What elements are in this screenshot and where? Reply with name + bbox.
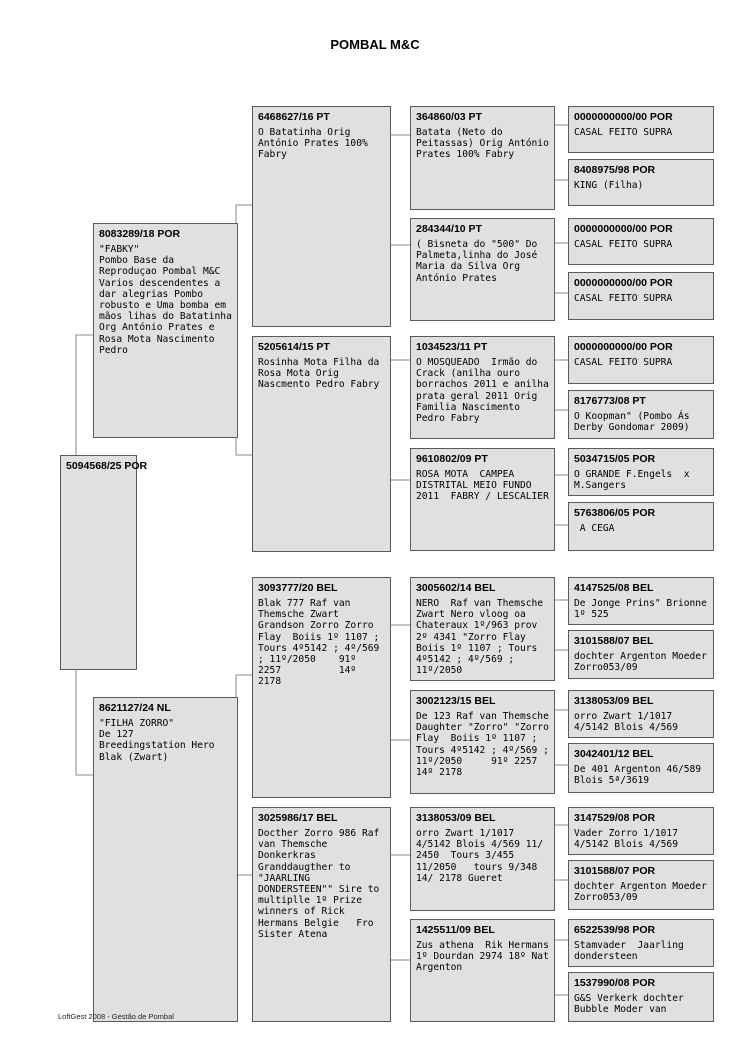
bird-info: O MOSQUEADO Irmão do Crack (anilha ouro borrachos 2011 e anilha prata geral 2011 Orig Familia Nascimento Pedro Fabry xyxy=(416,357,555,425)
ring-number: 1425511/09 BEL xyxy=(416,924,495,936)
gen4-card-dddd[interactable] xyxy=(568,972,714,1022)
bird-info: Vader Zorro 1/1017 4/5142 Blois 4/569 xyxy=(574,828,684,851)
gen4-card-dsds[interactable] xyxy=(568,690,714,738)
ring-number: 3042401/12 BEL xyxy=(574,748,654,760)
ring-number: 5034715/05 POR xyxy=(574,453,656,465)
bird-info: "FABKY" Pombo Base da Reproduçao Pombal M&C Varios descendentes a dar alegrias Pombo robusto e Uma bomba em mãos lihas do Batatinha Org António Prates e Rosa Mota Nascimento Pedro xyxy=(99,244,232,356)
gen4-card-sssd[interactable] xyxy=(568,159,714,206)
gen4-card-ddds[interactable] xyxy=(568,919,714,967)
bird-info: Docther Zorro 986 Raf van Themsche Donkerkras Granddaugther to "JAARLING DONDERSTEEN"" Sire to multiplle 1º Prize winners of Rick Hermans Belgie Fro Sister Atena xyxy=(258,828,386,940)
gen4-card-dsdd[interactable] xyxy=(568,743,714,793)
sire-sire-card[interactable] xyxy=(252,106,391,327)
bird-info: Zus athena Rik Hermans 1º Dourdan 2974 18º Nat Argenton xyxy=(416,940,555,974)
gen3-card-sss[interactable] xyxy=(410,106,555,210)
bird-info: Stamvader Jaarling dondersteen xyxy=(574,940,690,963)
ring-number: 0000000000/00 POR xyxy=(574,223,673,235)
gen4-card-sdsd[interactable] xyxy=(568,390,714,439)
sire-card[interactable] xyxy=(93,223,238,438)
ring-number: 1537990/08 POR xyxy=(574,977,656,989)
dam-dam-card[interactable] xyxy=(252,807,391,1022)
gen4-card-sdds[interactable] xyxy=(568,448,714,496)
ring-number: 5094568/25 POR xyxy=(66,460,148,472)
gen4-card-ddsd[interactable] xyxy=(568,860,714,910)
ring-number: 9610802/09 PT xyxy=(416,453,488,465)
bird-info: O GRANDE F.Engels x M.Sangers xyxy=(574,469,696,492)
bird-info: dochter Argenton Moeder Zorro053/09 xyxy=(574,881,713,904)
ring-number: 3101588/07 BEL xyxy=(574,635,654,647)
bird-info: O Batatinha Orig António Prates 100% Fabry xyxy=(258,127,374,161)
dam-sire-card[interactable] xyxy=(252,577,391,798)
bird-info: De 401 Argenton 46/589 Blois 5ª/3619 xyxy=(574,764,707,787)
gen4-card-ssss[interactable] xyxy=(568,106,714,153)
bird-info: "FILHA ZORRO" De 127 Breedingstation Hero Blak (Zwart) xyxy=(99,718,215,763)
gen4-card-ssdd[interactable] xyxy=(568,272,714,320)
bird-info: ( Bisneta do "500" Do Palmeta,linha do José Maria da Silva Org António Prates xyxy=(416,239,544,284)
gen4-card-ddss[interactable] xyxy=(568,807,714,855)
bird-info: O Koopman" (Pombo Ás Derby Gondomar 2009) xyxy=(574,411,696,434)
gen3-card-ddd[interactable] xyxy=(410,919,555,1022)
gen4-card-dsss[interactable] xyxy=(568,577,714,625)
ring-number: 3101588/07 POR xyxy=(574,865,656,877)
ring-number: 8176773/08 PT xyxy=(574,395,646,407)
bird-info: CASAL FEITO SUPRA xyxy=(574,293,673,304)
ring-number: 8621127/24 NL xyxy=(99,702,171,714)
ring-number: 0000000000/00 POR xyxy=(574,277,673,289)
ring-number: 6468627/16 PT xyxy=(258,111,330,123)
bird-info: Blak 777 Raf van Themsche Zwart Grandson Zorro Zorro Flay Boiis 1º 1107 ; Tours 4º5142 ; 4º/569 ; 11º/2050 91º 2257 14º 2178 xyxy=(258,598,386,688)
ring-number: 5763806/05 POR xyxy=(574,507,656,519)
gen4-card-ssds[interactable] xyxy=(568,218,714,265)
bird-info: CASAL FEITO SUPRA xyxy=(574,239,673,250)
bird-info: De 123 Raf van Themsche Daughter "Zorro" "Zorro Flay Boiis 1º 1107 ; Tours 4º5142 ; 4º/569 ; 11º/2050 91º 2257 14º 2178 xyxy=(416,711,555,779)
sire-dam-card[interactable] xyxy=(252,336,391,552)
ring-number: 3138053/09 BEL xyxy=(416,812,496,824)
ring-number: 3005602/14 BEL xyxy=(416,582,496,594)
gen3-card-dds[interactable] xyxy=(410,807,555,911)
gen4-card-dssd[interactable] xyxy=(568,630,714,679)
ring-number: 8408975/98 POR xyxy=(574,164,656,176)
gen3-card-ssd[interactable] xyxy=(410,218,555,321)
bird-info: CASAL FEITO SUPRA xyxy=(574,357,673,368)
ring-number: 3147529/08 POR xyxy=(574,812,656,824)
page-title: POMBAL M&C xyxy=(330,37,420,52)
bird-info: CASAL FEITO SUPRA xyxy=(574,127,673,138)
gen4-card-sddd[interactable] xyxy=(568,502,714,551)
ring-number: 3025986/17 BEL xyxy=(258,812,338,824)
gen3-card-dss[interactable] xyxy=(410,577,555,681)
ring-number: 284344/10 PT xyxy=(416,223,482,235)
ring-number: 3002123/15 BEL xyxy=(416,695,496,707)
gen3-card-dsd[interactable] xyxy=(410,690,555,794)
bird-info: De Jonge Prins" Brionne 1º 525 xyxy=(574,598,713,621)
bird-info: NERO Raf van Themsche Zwart Nero vloog oa Chateraux 1º/963 prov 2º 4341 "Zorro Flay Boiis 1º 1107 ; Tours 4º5142 ; 4º/569 ; 11º/2050 xyxy=(416,598,549,677)
bird-info: G&S Verkerk dochter Bubble Moder van xyxy=(574,993,690,1016)
bird-info: Batata (Neto do Peitassas) Orig António Prates 100% Fabry xyxy=(416,127,555,161)
bird-info: ROSA MOTA CAMPEA DISTRITAL MEIO FUNDO 2011 FABRY / LESCALIER xyxy=(416,469,549,503)
gen3-card-sds[interactable] xyxy=(410,336,555,439)
ring-number: 4147525/08 BEL xyxy=(574,582,654,594)
ring-number: 1034523/11 PT xyxy=(416,341,488,353)
footer-credit: LoftGest 2008 - Gestão de Pombal xyxy=(58,1012,174,1021)
bird-info: A CEGA xyxy=(574,523,615,534)
ring-number: 364860/03 PT xyxy=(416,111,482,123)
bird-info: KING (Filha) xyxy=(574,180,644,191)
ring-number: 3093777/20 BEL xyxy=(258,582,338,594)
ring-number: 0000000000/00 POR xyxy=(574,111,673,123)
subject-bird-card[interactable] xyxy=(60,455,148,670)
bird-info: orro Zwart 1/1017 4/5142 Blois 4/569 11/ 2450 Tours 3/455 11/2050 tours 9/348 14/ 2178 Gueret xyxy=(416,828,549,884)
ring-number: 3138053/09 BEL xyxy=(574,695,654,707)
ring-number: 8083289/18 POR xyxy=(99,228,181,240)
ring-number: 5205614/15 PT xyxy=(258,341,330,353)
ring-number: 0000000000/00 POR xyxy=(574,341,673,353)
bird-info: Rosinha Mota Filha da Rosa Mota Orig Nascmento Pedro Fabry xyxy=(258,357,386,391)
gen4-card-sdss[interactable] xyxy=(568,336,714,384)
gen3-card-sdd[interactable] xyxy=(410,448,555,551)
bird-info: orro Zwart 1/1017 4/5142 Blois 4/569 xyxy=(574,711,678,734)
dam-card[interactable] xyxy=(93,697,238,1022)
bird-info: dochter Argenton Moeder Zorro053/09 xyxy=(574,651,713,674)
ring-number: 6522539/98 POR xyxy=(574,924,656,936)
